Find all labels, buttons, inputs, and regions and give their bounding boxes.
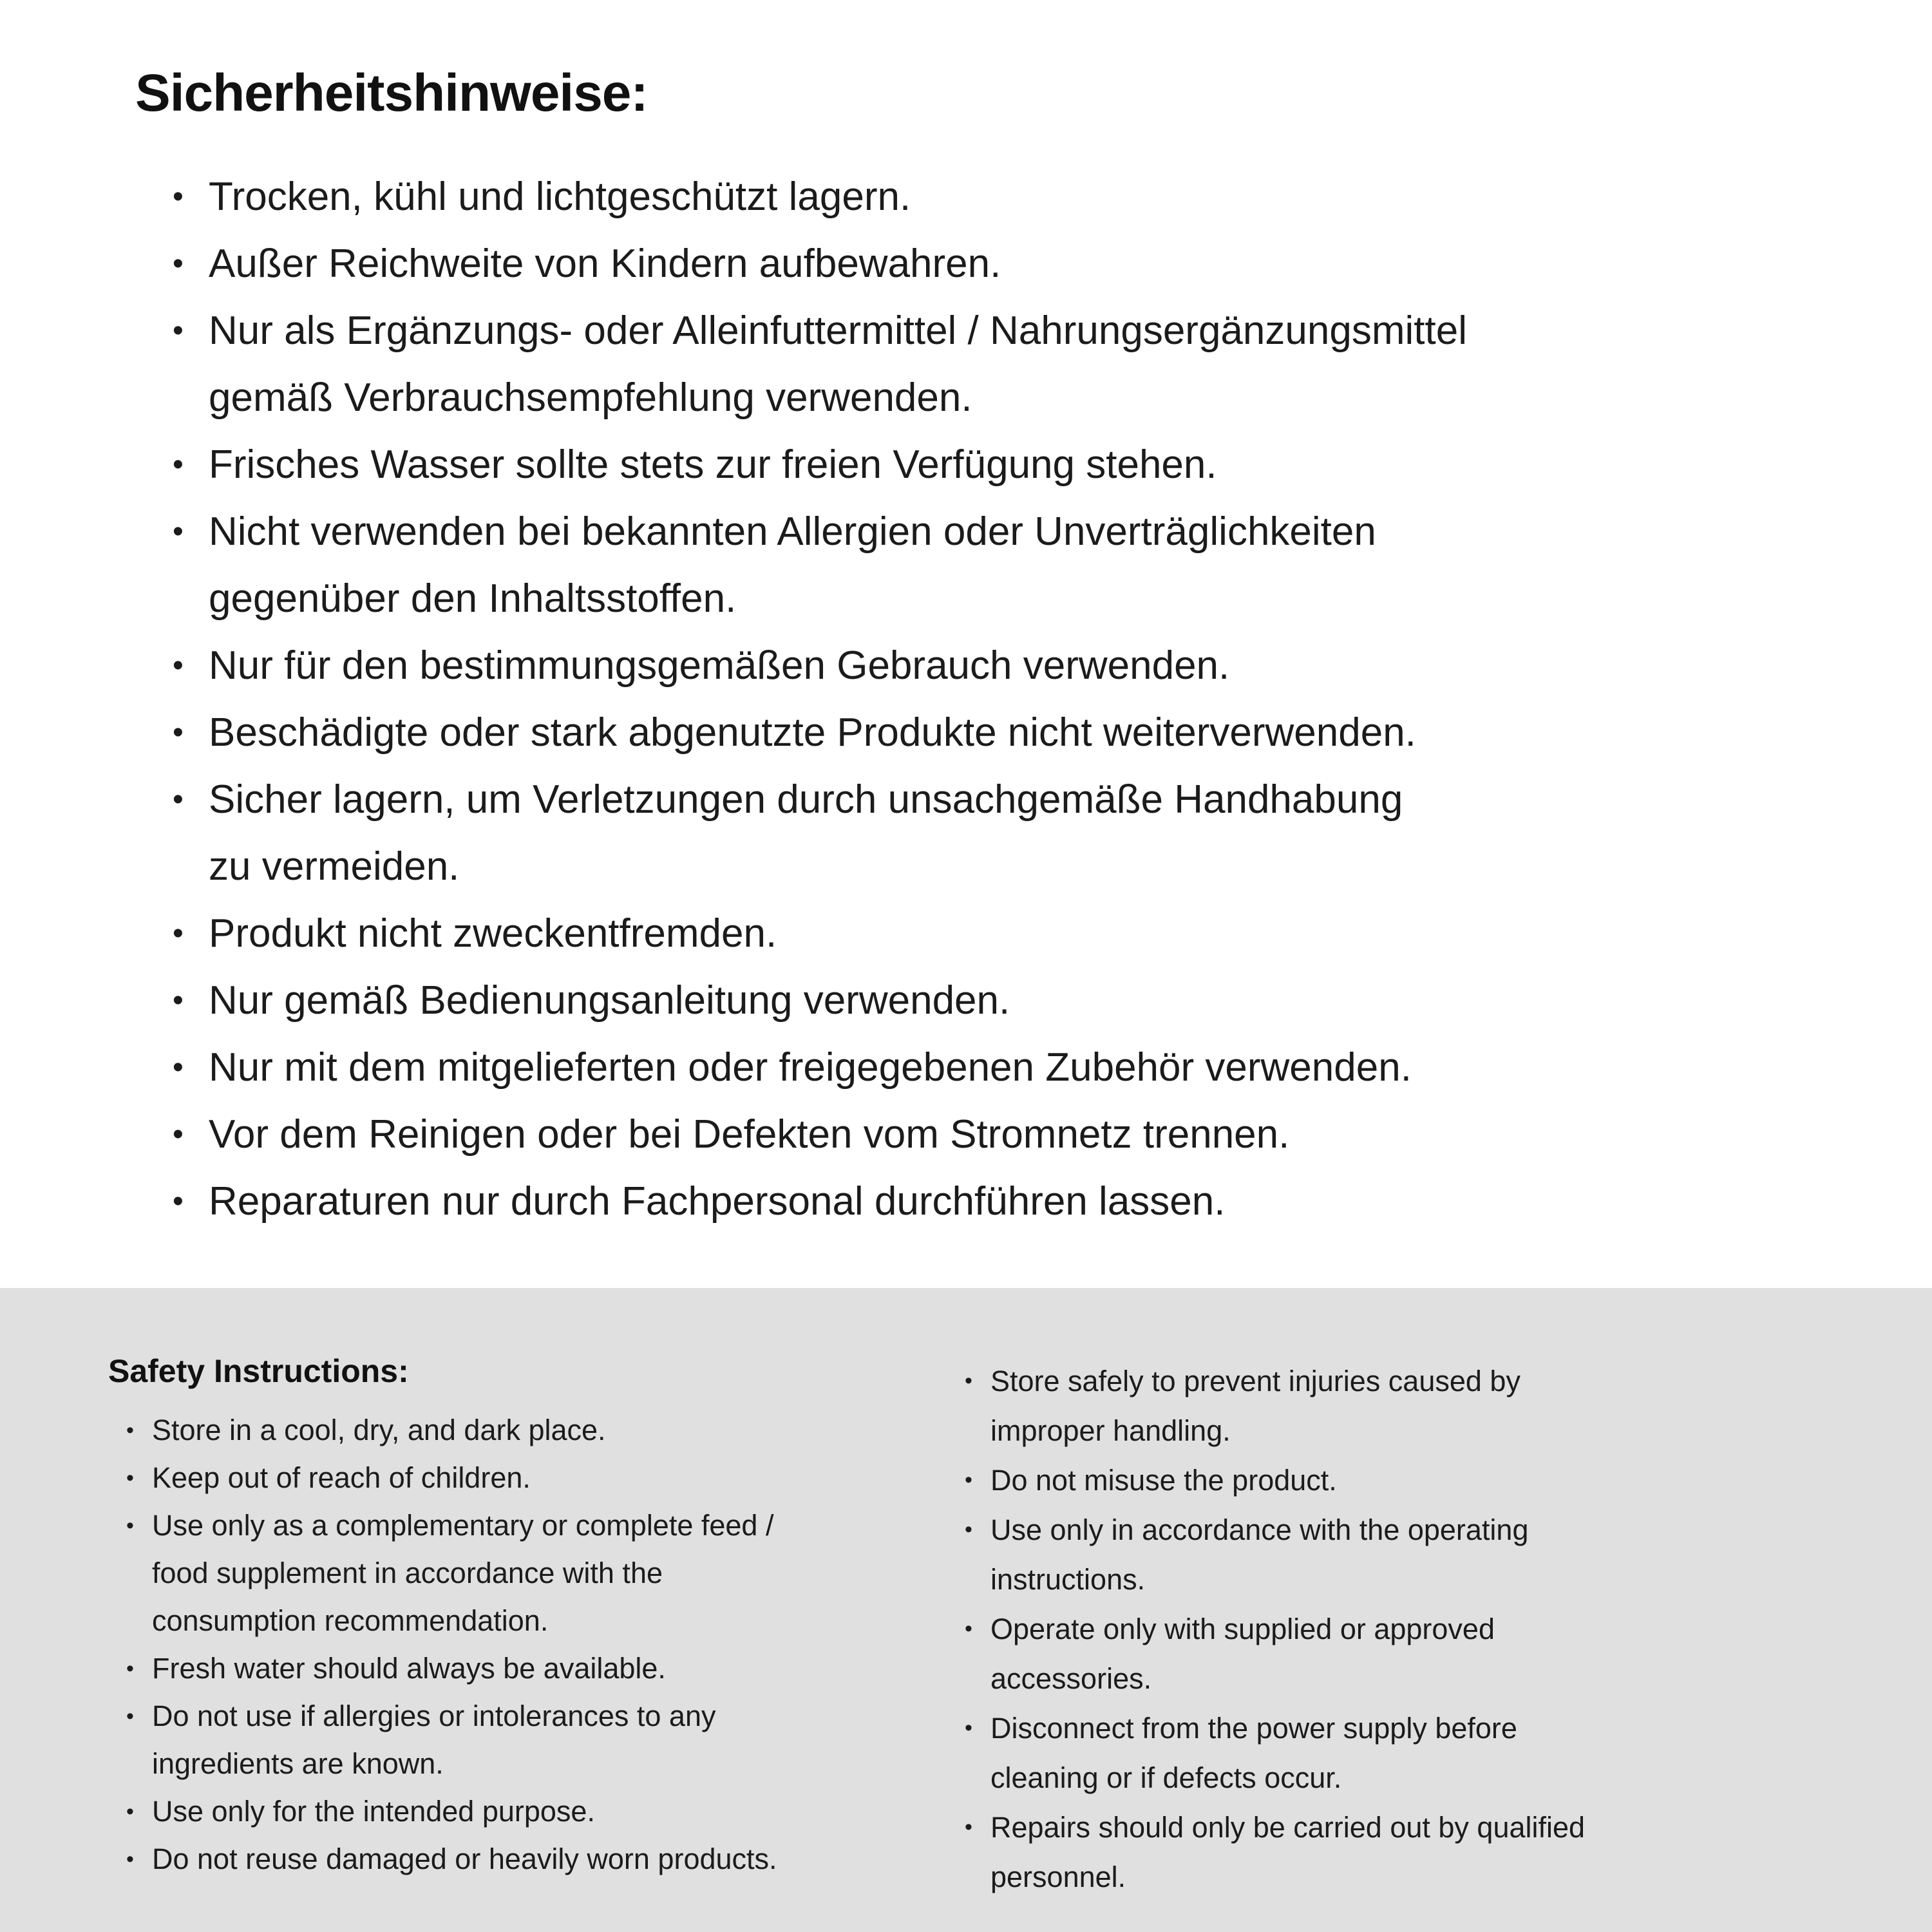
english-left-bullet-list — [108, 1406, 965, 1883]
text-line: Nur für den bestimmungsgemäßen Gebrauch verwenden. — [209, 643, 1230, 688]
list-item — [126, 1454, 965, 1502]
list-item-text — [152, 1406, 965, 1454]
bullet-icon: • — [173, 515, 184, 549]
list-item — [126, 1788, 965, 1835]
list-item-text — [209, 1034, 1861, 1101]
text-line: consumption recommendation. — [152, 1604, 549, 1637]
list-item — [173, 1168, 1861, 1235]
list-item — [965, 1703, 1874, 1803]
text-line: Keep out of reach of children. — [152, 1461, 531, 1494]
list-item-text — [152, 1645, 965, 1692]
bullet-icon: • — [126, 1799, 134, 1824]
text-line: Store safely to prevent injuries caused by — [990, 1365, 1520, 1397]
bullet-icon: • — [965, 1517, 972, 1542]
list-item-text — [209, 967, 1861, 1034]
list-item-text — [152, 1502, 965, 1645]
text-line: Store in a cool, dry, and dark place. — [152, 1414, 606, 1446]
list-item — [126, 1502, 965, 1645]
english-safety-section — [0, 1288, 1932, 1932]
list-item — [965, 1356, 1874, 1455]
bullet-icon: • — [173, 715, 184, 750]
list-item-text — [990, 1604, 1874, 1703]
list-item-text — [152, 1454, 965, 1502]
list-item — [965, 1604, 1874, 1703]
bullet-icon: • — [126, 1847, 134, 1871]
list-item — [126, 1406, 965, 1454]
text-line: Nur als Ergänzungs- oder Alleinfuttermittel / Nahrungsergänzungsmittel — [209, 308, 1467, 353]
bullet-icon: • — [173, 983, 184, 1018]
bullet-icon: • — [173, 649, 184, 683]
text-line: gegenüber den Inhaltsstoffen. — [209, 576, 737, 621]
list-item-text — [990, 1505, 1874, 1604]
text-line: Fresh water should always be available. — [152, 1652, 666, 1685]
text-line: Beschädigte oder stark abgenutzte Produkte nicht weiterverwenden. — [209, 710, 1416, 755]
german-bullet-list — [135, 164, 1861, 1235]
text-line: food supplement in accordance with the — [152, 1557, 663, 1589]
bullet-icon: • — [126, 1704, 134, 1728]
list-item-text — [152, 1835, 965, 1883]
list-item — [173, 231, 1861, 298]
text-line: Nur gemäß Bedienungsanleitung verwenden. — [209, 978, 1010, 1023]
text-line: instructions. — [990, 1563, 1146, 1596]
list-item-text — [209, 1168, 1861, 1235]
bullet-icon: • — [173, 314, 184, 348]
text-line: personnel. — [990, 1861, 1126, 1893]
list-item-text — [209, 498, 1861, 632]
list-item — [173, 766, 1861, 900]
list-item-text — [990, 1703, 1874, 1803]
list-item-text — [209, 699, 1861, 766]
list-item-text — [209, 1101, 1861, 1168]
list-item-text — [990, 1455, 1874, 1505]
list-item-text — [209, 766, 1861, 900]
bullet-icon: • — [173, 782, 184, 817]
list-item — [126, 1692, 965, 1788]
text-line: Use only as a complementary or complete feed / — [152, 1509, 774, 1542]
text-line: Do not use if allergies or intolerances to any — [152, 1700, 716, 1732]
bullet-icon: • — [126, 1656, 134, 1681]
list-item-text — [209, 632, 1861, 699]
bullet-icon: • — [965, 1368, 972, 1393]
list-item-text — [209, 900, 1861, 967]
english-left-column — [108, 1352, 965, 1932]
text-line: Frisches Wasser sollte stets zur freien Verfügung stehen. — [209, 442, 1217, 487]
text-line: Operate only with supplied or approved — [990, 1613, 1495, 1645]
english-heading: Safety Instructions: — [108, 1353, 409, 1389]
text-line: Produkt nicht zweckentfremden. — [209, 911, 777, 956]
bullet-icon: • — [965, 1468, 972, 1492]
bullet-icon: • — [126, 1466, 134, 1490]
text-line: Nicht verwenden bei bekannten Allergien oder Unverträglichkeiten — [209, 509, 1376, 554]
text-line: Nur mit dem mitgelieferten oder freigegebenen Zubehör verwenden. — [209, 1045, 1412, 1090]
list-item-text — [209, 231, 1861, 298]
list-item — [173, 164, 1861, 231]
english-right-column — [965, 1352, 1874, 1932]
bullet-icon: • — [173, 916, 184, 951]
bullet-icon: • — [965, 1815, 972, 1839]
list-item — [173, 1101, 1861, 1168]
list-item — [173, 431, 1861, 498]
bullet-icon: • — [173, 448, 184, 482]
text-line: ingredients are known. — [152, 1747, 444, 1780]
list-item — [173, 699, 1861, 766]
list-item-text — [990, 1803, 1874, 1902]
text-line: accessories. — [990, 1662, 1152, 1695]
list-item — [173, 632, 1861, 699]
list-item — [126, 1645, 965, 1692]
text-line: Use only for the intended purpose. — [152, 1795, 595, 1828]
list-item — [173, 498, 1861, 632]
list-item — [173, 298, 1861, 431]
bullet-icon: • — [173, 1117, 184, 1151]
list-item — [965, 1505, 1874, 1604]
list-item-text — [152, 1788, 965, 1835]
list-item-text — [209, 164, 1861, 231]
text-line: Use only in accordance with the operating — [990, 1513, 1529, 1546]
text-line: Vor dem Reinigen oder bei Defekten vom Stromnetz trennen. — [209, 1112, 1290, 1157]
bullet-icon: • — [173, 247, 184, 281]
list-item-text — [209, 298, 1861, 431]
list-item — [965, 1455, 1874, 1505]
bullet-icon: • — [965, 1616, 972, 1641]
text-line: gemäß Verbrauchsempfehlung verwenden. — [209, 375, 972, 420]
text-line: improper handling. — [990, 1414, 1231, 1447]
list-item — [173, 967, 1861, 1034]
text-line: Reparaturen nur durch Fachpersonal durchführen lassen. — [209, 1179, 1226, 1224]
bullet-icon: • — [965, 1716, 972, 1740]
text-line: Trocken, kühl und lichtgeschützt lagern. — [209, 175, 911, 219]
text-line: Außer Reichweite von Kindern aufbewahren. — [209, 242, 1001, 286]
text-line: Sicher lagern, um Verletzungen durch unsachgemäße Handhabung — [209, 777, 1403, 822]
text-line: zu vermeiden. — [209, 844, 460, 889]
list-item — [173, 900, 1861, 967]
bullet-icon: • — [173, 1050, 184, 1084]
bullet-icon: • — [173, 180, 184, 214]
list-item-text — [152, 1692, 965, 1788]
text-line: Do not reuse damaged or heavily worn products. — [152, 1842, 777, 1875]
bullet-icon: • — [126, 1418, 134, 1443]
text-line: cleaning or if defects occur. — [990, 1761, 1342, 1794]
list-item — [965, 1803, 1874, 1902]
list-item — [173, 1034, 1861, 1101]
bullet-icon: • — [173, 1184, 184, 1218]
text-line: Do not misuse the product. — [990, 1464, 1337, 1497]
text-line: Repairs should only be carried out by qualified — [990, 1811, 1586, 1844]
list-item-text — [209, 431, 1861, 498]
german-heading: Sicherheitshinweise: — [135, 64, 648, 122]
bullet-icon: • — [126, 1513, 134, 1538]
english-right-bullet-list — [965, 1356, 1874, 1902]
list-item — [126, 1835, 965, 1883]
text-line: Disconnect from the power supply before — [990, 1712, 1517, 1745]
list-item-text — [990, 1356, 1874, 1455]
